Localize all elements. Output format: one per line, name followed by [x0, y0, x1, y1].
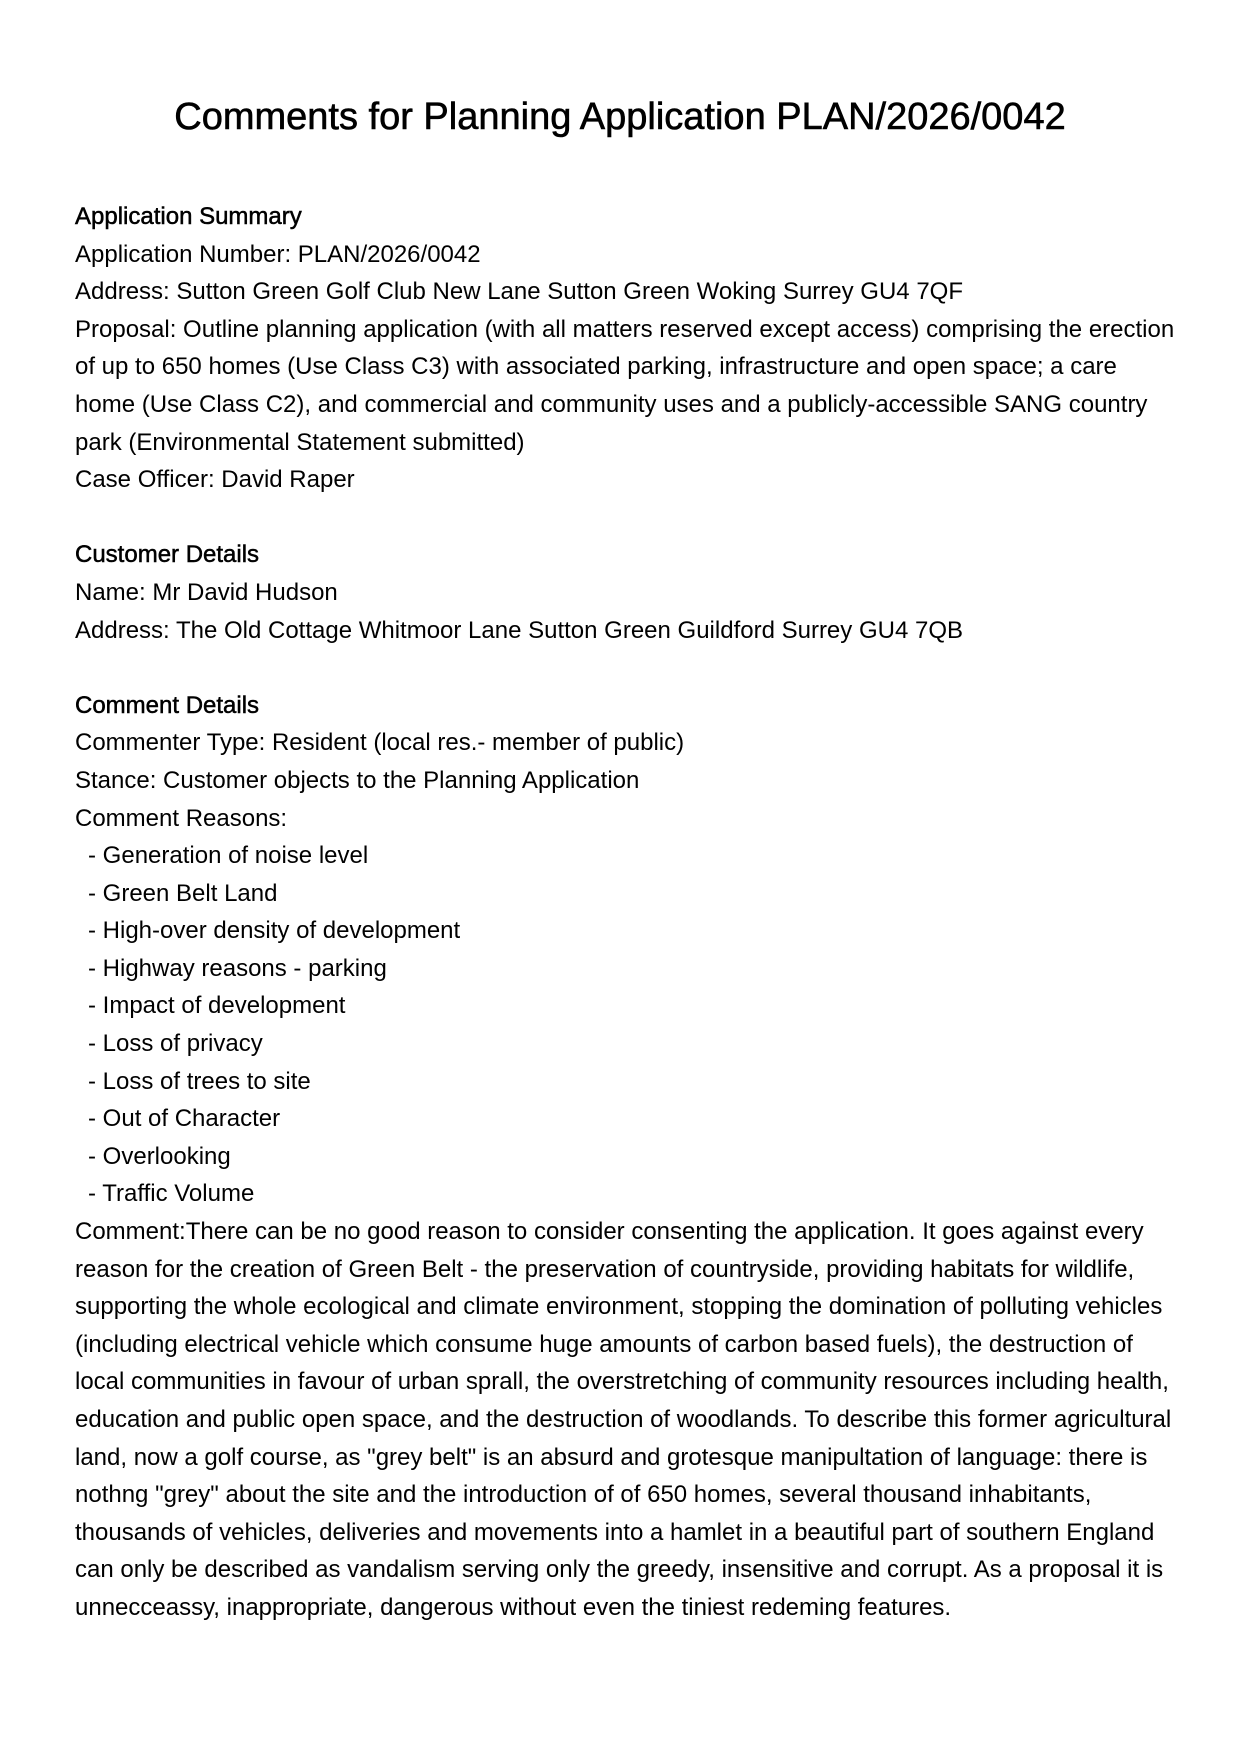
commenter-type: Commenter Type: Resident (local res.- member of public)	[75, 729, 685, 757]
customer-name: Name: Mr David Hudson	[75, 578, 338, 606]
case-officer: Case Officer: David Raper	[75, 466, 355, 494]
comment-reason-item: - Loss of privacy	[75, 1025, 1175, 1063]
document-body	[75, 198, 1175, 1627]
comment-reason-item: - Loss of trees to site	[75, 1063, 1175, 1101]
customer-address: Address: The Old Cottage Whitmoor Lane Sutton Green Guildford Surrey GU4 7QB	[75, 616, 963, 644]
application-summary-heading: Application Summary	[75, 203, 302, 230]
page-title: Comments for Planning Application PLAN/2026/0042	[174, 96, 1066, 138]
comment-reason-item: - High-over density of development	[75, 912, 1175, 950]
comment-reason-item: - Green Belt Land	[75, 875, 1175, 913]
comment-reason-item: - Traffic Volume	[75, 1175, 1175, 1213]
comment-reason-item: - Highway reasons - parking	[75, 950, 1175, 988]
stance: Stance: Customer objects to the Planning Application	[75, 766, 640, 794]
site-address: Address: Sutton Green Golf Club New Lane Sutton Green Woking Surrey GU4 7QF	[75, 278, 963, 306]
comment-reasons-list	[75, 837, 1175, 1213]
comment-reason-item: - Impact of development	[75, 987, 1175, 1025]
comment-text: Comment:There can be no good reason to consider consenting the application. It goes against every reason for the creation of Green Belt - the preservation of countryside, providing habitats for wildlife, supporting the whole ecological and climate environment, stopping the domination of polluting vehicles (including electrical vehicle which consume huge amounts of carbon based fuels), the destruction of local communities in favour of urban sprall, the overstretching of community resources including health, education and public open space, and the destruction of woodlands. To describe this former agricultural land, now a golf course, as "grey belt" is an absurd and grotesque manipultation of language: there is nothng "grey" about the site and the introduction of of 650 homes, several thousand inhabitants, thousands of vehicles, deliveries and movements into a hamlet in a beautiful part of southern England can only be described as vandalism serving only the greedy, insensitive and corrupt. As a proposal it is unnecceassy, inappropriate, dangerous without even the tiniest redeming features.	[75, 1218, 1172, 1621]
comment-reason-item: - Out of Character	[75, 1100, 1175, 1138]
application-summary-section	[75, 198, 1175, 499]
comment-details-heading: Comment Details	[75, 691, 260, 719]
comment-reason-item: - Overlooking	[75, 1138, 1175, 1176]
comment-reason-item: - Generation of noise level	[75, 837, 1175, 875]
customer-details-heading: Customer Details	[75, 541, 260, 569]
proposal-text: Proposal: Outline planning application (with all matters reserved except access) comprising the erection of up to 650 homes (Use Class C3) with associated parking, infrastructure and open space; a care home (Use Class C2), and commercial and community uses and a publicly-accessible SANG country park (Environmental Statement submitted)	[75, 315, 1175, 456]
comment-reasons-label: Comment Reasons:	[75, 804, 288, 832]
customer-details-section	[75, 536, 1175, 649]
application-number: Application Number: PLAN/2026/0042	[75, 240, 481, 268]
comment-details-section	[75, 687, 1175, 1627]
